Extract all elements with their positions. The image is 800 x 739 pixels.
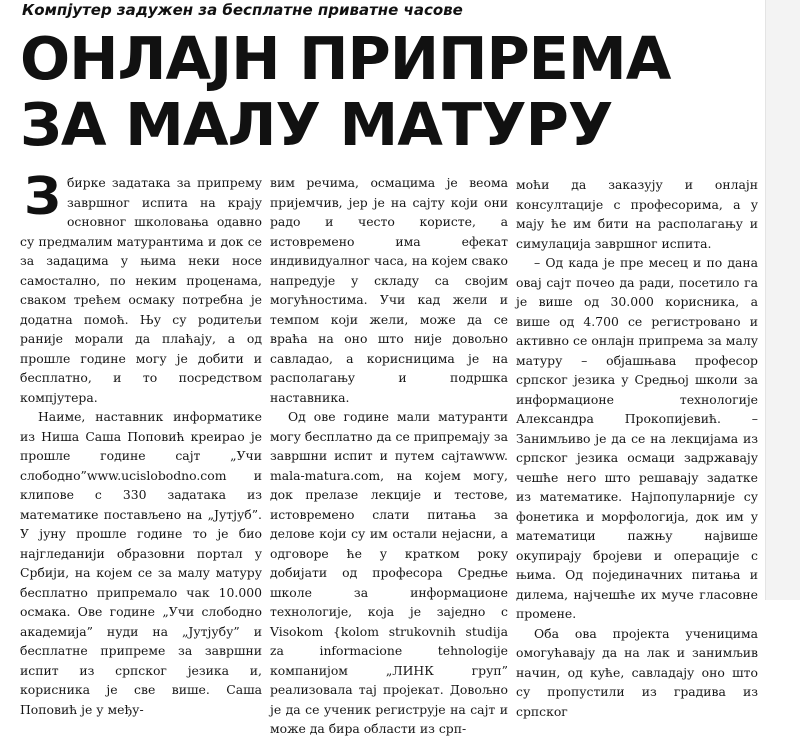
paragraph: Од ове године мали матуранти могу бесплатно да се припремају за завршни испит и путем сајтаwww. mala-matura.com, на којем могу, док прелазе лекције и тестове, истовремено слати питања за делове који су им остали нејасни, а одговоре ће у кратком року добијати од професора Средње школе за информационе технологије, која је заједно с Visokom {kolom strukovnih studija za informacione tehnologije компанијом „ЛИНК груп” реализовала тај пројекат. Довољно је да се ученик региструје на сајт и може да бира области из срп- [270,409,508,736]
paragraph: Оба ова пројекта ученицима омогућавају да на лак и занимљив начин, од куће, савладају оно што су пропустили из градива из српског [516,625,758,719]
page-edge-strip [765,0,800,600]
paragraph: моћи да заказују и онлајн консултације с професорима, а у мају ће им бити на располагању и симулација завршног испита. [516,177,758,251]
article-column-2 [270,173,508,739]
headline-line-1: ОНЛАЈН ПРИПРЕМА [20,24,671,93]
article-kicker: Компјутер задужен за бесплатне приватне часове [22,1,463,19]
article-column-1 [20,167,262,719]
paragraph: – Од када је пре месец и по дана овај сајт почео да ради, посетило га је више од 30.000 корисника, а више од 4.700 се регистровано и активно се онлајн припрема за малу матуру – објашњава професор српског језика у Средњој школи за информационе технологије Александра Прокопијевић. – Занимљиво је да се на лекцијама из српског језика осмаци задржавају чешће него што решавају задатке из математике. Најпопуларније су фонетика и морфологија, док им у математици пажњу највише окупирају бројеви и операције с њима. Од појединачних питања и дилема, најчешће их муче гласовне промене. [516,255,758,621]
article-headline [20,26,670,158]
drop-cap: З [24,167,61,227]
paragraph-intro-text: бирке задатака за припрему завршног испита на крају основног школовања одавно су предмалим матурантима и док се за задацима у њима неки носе самостално, по неким проценама, сваком трећем осмаку потребна је додатна помоћ. Њу су родитељи раније морали да плаћају, а од прошле године могу је добити и бесплатно, и то посредством компјутера. [20,175,262,405]
article-column-3 [516,175,758,721]
paragraph: вим речима, осмацима је веома пријемчив, јер је на сајту који они радо и често користе, а истовремено има ефекат индивидуалног часа, на којем свако напредује у складу са својим могућностима. Учи кад жели и темпом који жели, може да се враћа на оно што није довољно савладао, а корисницима је на располагању и подршка наставника. [270,175,508,405]
paragraph-intro [20,167,262,407]
headline-line-2: ЗА МАЛУ МАТУРУ [20,90,613,159]
paragraph: Наиме, наставник информатике из Ниша Саша Поповић креирао је прошле године сајт „Учи слободно”www.ucislobodno.com и клипове с 330 задатака из математике постављено на „Јутјуб”. У јуну прошле године то је био најгледанији образовни портал у Србији, на којем се за малу матуру бесплатно припремало чак 10.000 осмака. Ове године „Учи слободно академија” нуди на „Јутјубу” и бесплатне припреме за завршни испит из српског језика и, корисника је све више. Саша Поповић је у међу- [20,409,262,717]
